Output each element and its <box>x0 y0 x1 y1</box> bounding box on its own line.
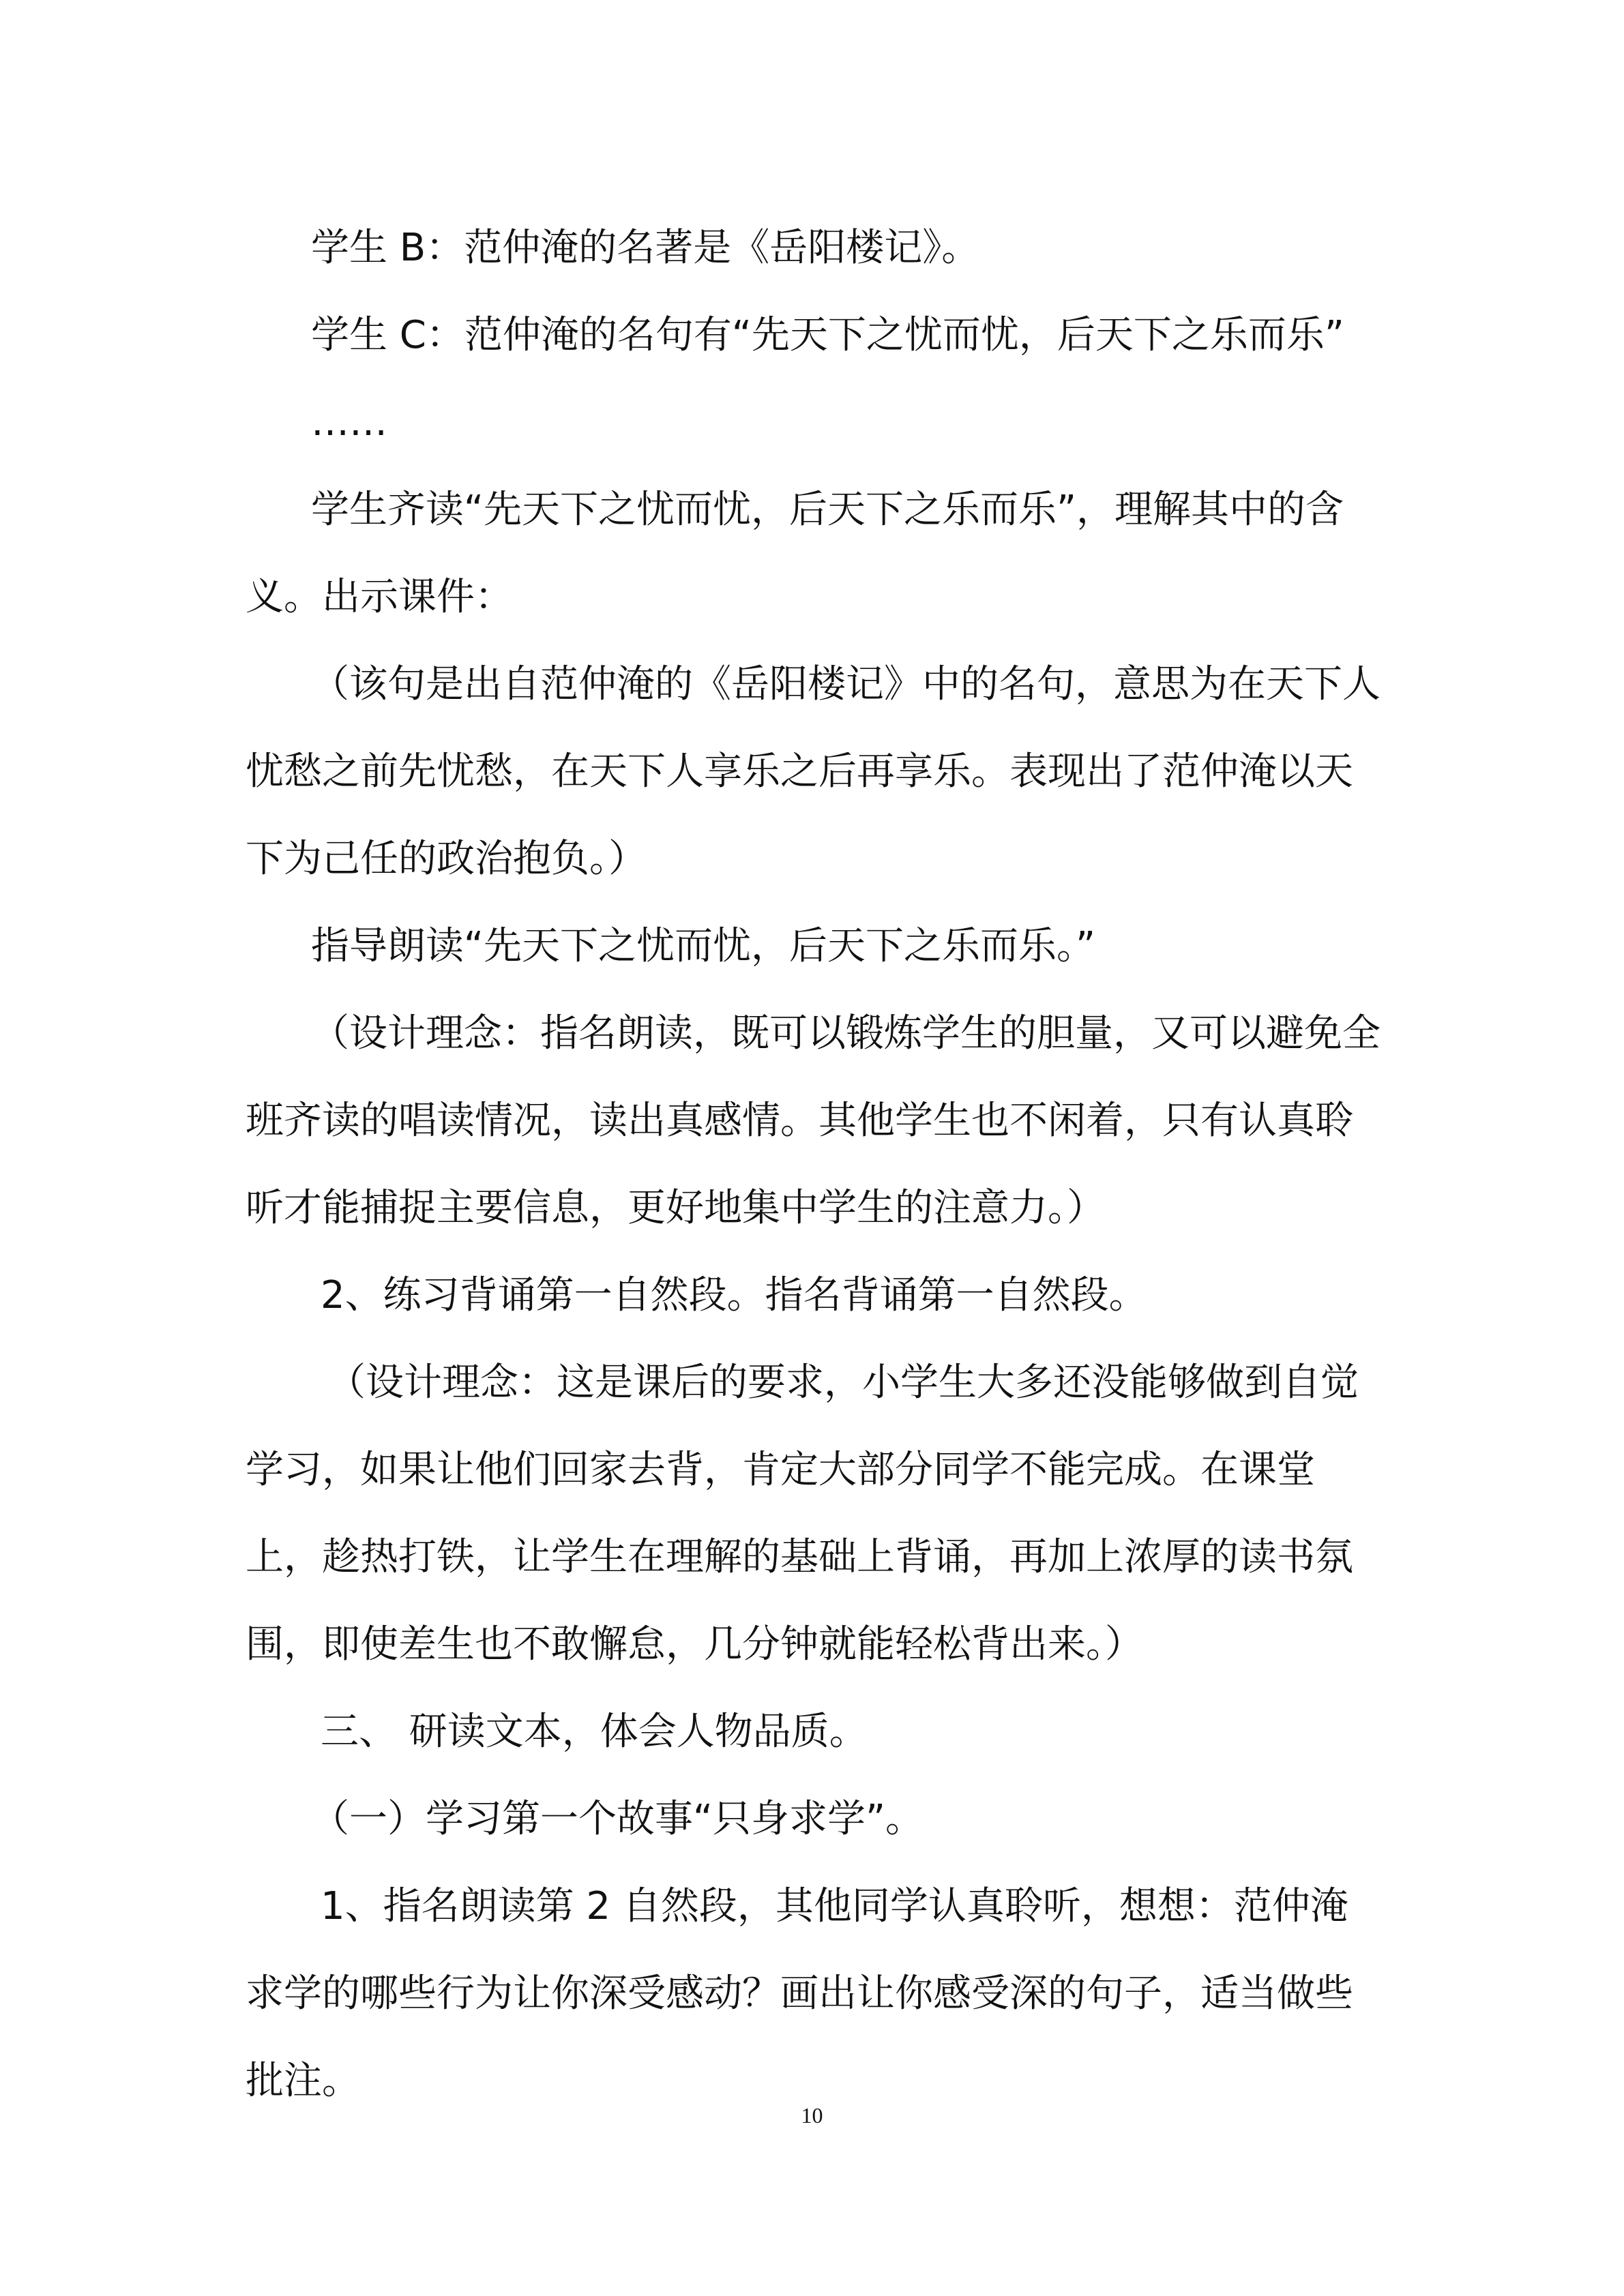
subsection-heading: （一）学习第一个故事“只身求学”。 <box>311 1797 924 1841</box>
section-heading: 三、 研读文本，体会人物品质。 <box>321 1710 868 1754</box>
page-number: 10 <box>801 2103 823 2128</box>
paragraph-line: …… <box>311 400 387 445</box>
paragraph-line: 围，即使差生也不敢懈怠，几分钟就能轻松背出来。） <box>246 1622 1143 1667</box>
paragraph-line: 忧愁之前先忧愁，在天下人享乐之后再享乐。表现出了范仲淹以天 <box>246 749 1353 794</box>
paragraph-line: 指导朗读“先天下之忧而忧，后天下之乐而乐。” <box>311 924 1096 968</box>
document-body <box>246 205 1391 2125</box>
paragraph-line: 1、指名朗读第 2 自然段，其他同学认真聆听，想想：范仲淹 <box>321 1884 1348 1928</box>
paragraph-line: 2、练习背诵第一自然段。指名背诵第一自然段。 <box>321 1273 1147 1317</box>
paragraph-line: （设计理念：这是课后的要求，小学生大多还没能够做到自觉 <box>327 1360 1359 1405</box>
paragraph-line: 学生齐读“先天下之忧而忧，后天下之乐而乐”，理解其中的含 <box>311 488 1344 532</box>
paragraph-line: （设计理念：指名朗读，既可以锻炼学生的胆量，又可以避免全 <box>311 1011 1381 1056</box>
paragraph-line: 学生 C：范仲淹的名句有“先天下之忧而忧，后天下之乐而乐” <box>311 313 1344 357</box>
paragraph-line: 学习，如果让他们回家去背，肯定大部分同学不能完成。在课堂 <box>246 1448 1315 1492</box>
paragraph-line: 求学的哪些行为让你深受感动？画出让你感受深的句子，适当做些 <box>246 1971 1353 2016</box>
paragraph-line: （该句是出自范仲淹的《岳阳楼记》中的名句，意思为在天下人 <box>311 662 1381 706</box>
paragraph-line: 学生 B：范仲淹的名著是《岳阳楼记》。 <box>311 226 980 270</box>
paragraph-line: 批注。 <box>246 2059 360 2103</box>
paragraph-line: 班齐读的唱读情况，读出真感情。其他学生也不闲着，只有认真聆 <box>246 1099 1353 1143</box>
paragraph-line: 下为己任的政治抱负。） <box>246 837 647 881</box>
paragraph-line: 上，趁热打铁，让学生在理解的基础上背诵，再加上浓厚的读书氛 <box>246 1535 1353 1579</box>
paragraph-line: 义。出示课件： <box>246 575 513 619</box>
paragraph-line: 听才能捕捉主要信息，更好地集中学生的注意力。） <box>246 1186 1105 1230</box>
